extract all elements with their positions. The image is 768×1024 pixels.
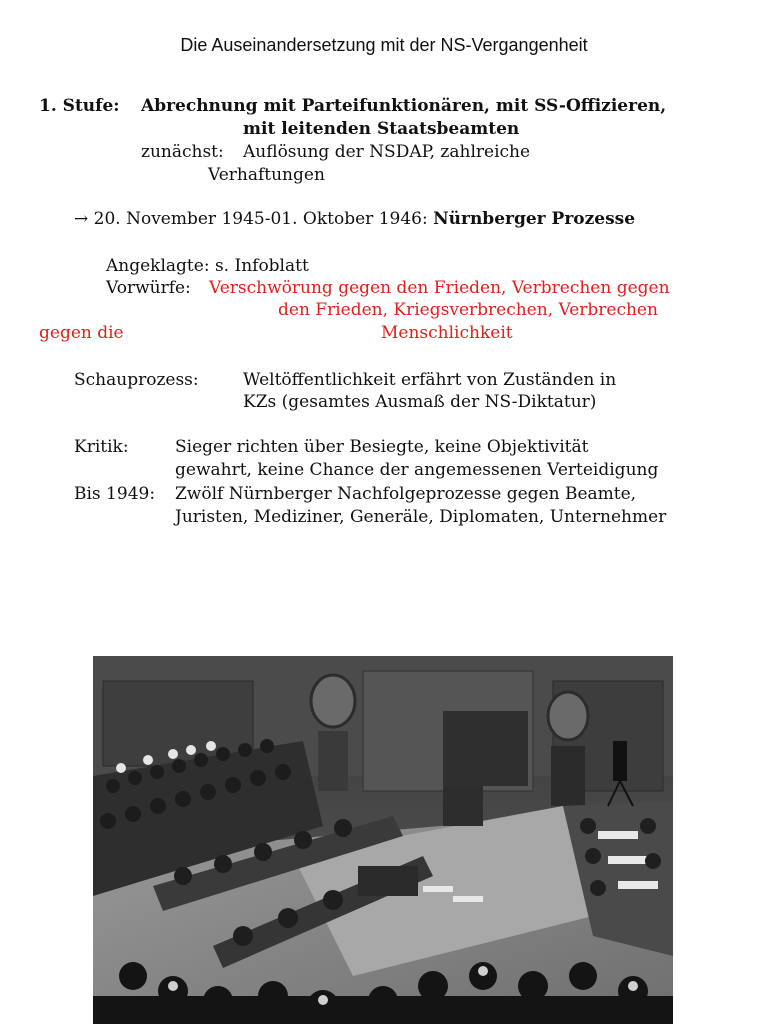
- prozesse-line: [74, 209, 635, 229]
- prozesse-dates: 20. November 1945-01. Oktober 1946:: [93, 209, 428, 229]
- vorwuerfe-line2: den Frieden, Kriegsverbrechen, Verbrechen: [278, 300, 658, 320]
- courtroom-photo: [93, 656, 673, 1024]
- kritik-line2: gewahrt, keine Chance der angemessenen Verteidigung: [175, 460, 659, 480]
- bis1949-line2: Juristen, Mediziner, Generäle, Diplomaten, Unternehmer: [175, 507, 667, 527]
- bis1949-line1: Zwölf Nürnberger Nachfolgeprozesse gegen Beamte,: [175, 484, 637, 504]
- vorwuerfe-line1: Verschwörung gegen den Frieden, Verbrechen gegen: [209, 278, 670, 298]
- schauprozess-line1: Weltöffentlichkeit erfährt von Zuständen in: [243, 370, 617, 390]
- stufe-label: 1. Stufe:: [39, 96, 120, 116]
- bis1949-label: Bis 1949:: [74, 484, 156, 504]
- stufe-heading-line2: mit leitenden Staatsbeamten: [243, 119, 520, 139]
- angeklagte-value: s. Infoblatt: [214, 256, 309, 276]
- prozesse-name: Nürnberger Prozesse: [433, 209, 636, 229]
- vorwuerfe-label: Vorwürfe:: [106, 278, 191, 298]
- zunaechst-line2: Verhaftungen: [208, 165, 325, 185]
- schauprozess-label: Schauprozess:: [74, 370, 199, 390]
- angeklagte-line: [106, 256, 309, 276]
- schauprozess-line2: KZs (gesamtes Ausmaß der NS-Diktatur): [243, 392, 597, 412]
- courtroom-photo-svg: [93, 656, 673, 1024]
- zunaechst-line1: Auflösung der NSDAP, zahlreiche: [243, 142, 531, 162]
- kritik-line1: Sieger richten über Besiegte, keine Objektivität: [175, 437, 589, 457]
- zunaechst-label: zunächst:: [141, 142, 224, 162]
- page-title: Die Auseinandersetzung mit der NS-Vergangenheit: [180, 35, 588, 55]
- arrow-icon: →: [74, 209, 89, 229]
- vorwuerfe-line3-right: Menschlichkeit: [381, 323, 513, 343]
- kritik-label: Kritik:: [74, 437, 129, 457]
- vorwuerfe-line3-left: gegen die: [39, 323, 124, 343]
- angeklagte-label: Angeklagte:: [106, 256, 210, 276]
- stufe-heading-line1: Abrechnung mit Parteifunktionären, mit SS-Offizieren,: [141, 96, 667, 116]
